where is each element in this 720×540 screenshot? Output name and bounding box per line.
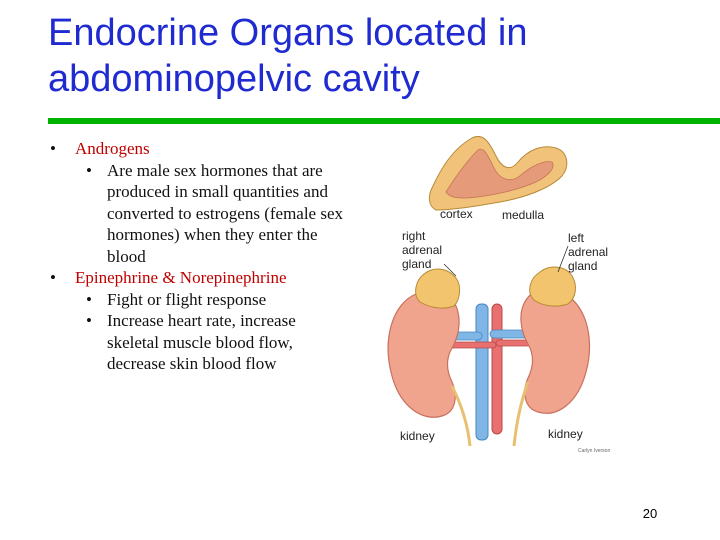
- bullet-label: Androgens: [75, 139, 150, 158]
- label-kidney-right: kidney: [548, 427, 583, 441]
- aorta-vessel: [492, 304, 502, 434]
- label-left-adrenal-line1: left: [568, 231, 585, 245]
- bullet-marker: •: [86, 311, 92, 330]
- sub-bullet: [30, 310, 350, 375]
- bullet-marker: •: [86, 160, 92, 180]
- kidney-right-shape: [521, 289, 590, 414]
- vena-cava-vessel: [476, 304, 488, 440]
- sub-bullet: [30, 289, 350, 311]
- bullet-marker: •: [50, 139, 56, 158]
- adrenal-gland-left: [416, 269, 460, 308]
- adrenal-gland-diagram: [372, 126, 642, 460]
- sub-bullet-text: Increase heart rate, increase skeletal muscle blood flow, decrease skin blood flow: [107, 311, 296, 373]
- label-medulla: medulla: [502, 208, 545, 222]
- kidney-left-shape: [388, 291, 459, 418]
- kidney-adrenal-illustration: [372, 126, 642, 460]
- slide-title: Endocrine Organs located in abdominopelvic cavity: [48, 12, 528, 100]
- label-right-adrenal-line3: gland: [402, 257, 432, 271]
- bullet-list: [30, 138, 350, 375]
- ureter-left: [452, 386, 470, 446]
- bullet-androgens: [30, 138, 350, 160]
- sub-bullet: [30, 160, 350, 268]
- illustrator-credit: Carlyn Iverson: [578, 448, 611, 454]
- sub-bullet-text: Are male sex hormones that are produced in small quantities and converted to estrogens (female sex hormones) when they enter the blood: [107, 160, 344, 266]
- ureter-right: [514, 382, 528, 446]
- bullet-epinephrine: [30, 267, 350, 289]
- label-left-adrenal-line3: gland: [568, 259, 598, 273]
- bullet-label: Epinephrine & Norepinephrine: [75, 268, 287, 287]
- label-right-adrenal-line1: right: [402, 229, 426, 243]
- bullet-marker: •: [86, 289, 92, 309]
- label-left-adrenal-line2: adrenal: [568, 245, 609, 259]
- label-kidney-left: kidney: [400, 429, 435, 443]
- bullet-marker: •: [50, 268, 56, 287]
- title-divider: [48, 118, 720, 124]
- page-number: 20: [642, 506, 658, 521]
- label-cortex: cortex: [440, 207, 473, 221]
- sub-bullet-text: Fight or flight response: [107, 289, 267, 309]
- label-right-adrenal-line2: adrenal: [402, 243, 443, 257]
